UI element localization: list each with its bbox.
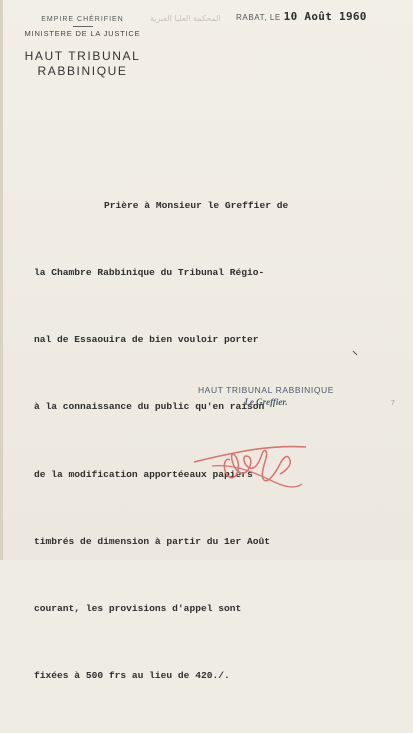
body-line: fixées à 500 frs au lieu de 420./. (34, 670, 230, 682)
body-line: la Chambre Rabbinique du Tribunal Régio- (34, 267, 265, 279)
letterhead-divider (73, 26, 93, 27)
page-edge-shadow (0, 0, 3, 560)
letterhead-ministry: MINISTERE DE LA JUSTICE (24, 29, 141, 38)
letterhead-court-line2: RABBINIQUE (37, 64, 128, 78)
letterhead (0, 12, 165, 79)
date-line (236, 10, 367, 23)
handwritten-signature-icon (190, 420, 310, 500)
body-line: nal de Essaouira de bien vouloir porter (34, 334, 259, 346)
body-line: Prière à Monsieur le Greffier de (104, 199, 289, 211)
body-line: à la connaissance du public qu'en raison (34, 401, 265, 413)
arabic-header-stamp: المحكمة العليا العبرية (150, 14, 221, 23)
court-stamp-line1: HAUT TRIBUNAL RABBINIQUE (197, 385, 335, 395)
letterhead-court (0, 49, 165, 79)
ink-mark-icon (352, 350, 358, 356)
letterhead-court-line1: HAUT TRIBUNAL (24, 49, 141, 63)
date-value: 10 Août 1960 (283, 10, 367, 23)
body-line: courant, les provisions d'appel sont (34, 603, 242, 615)
body-line: de la modification apportéeaux papiers (34, 468, 253, 480)
date-place: RABAT, LE (236, 13, 281, 22)
margin-mark: 7 (391, 400, 395, 407)
body-line: timbrés de dimension à partir du 1er Août (34, 535, 271, 547)
court-stamp-line2: Le Greffier. (244, 397, 288, 407)
letterhead-empire: EMPIRE CHÉRIFIEN (41, 16, 124, 23)
court-stamp (196, 385, 336, 407)
